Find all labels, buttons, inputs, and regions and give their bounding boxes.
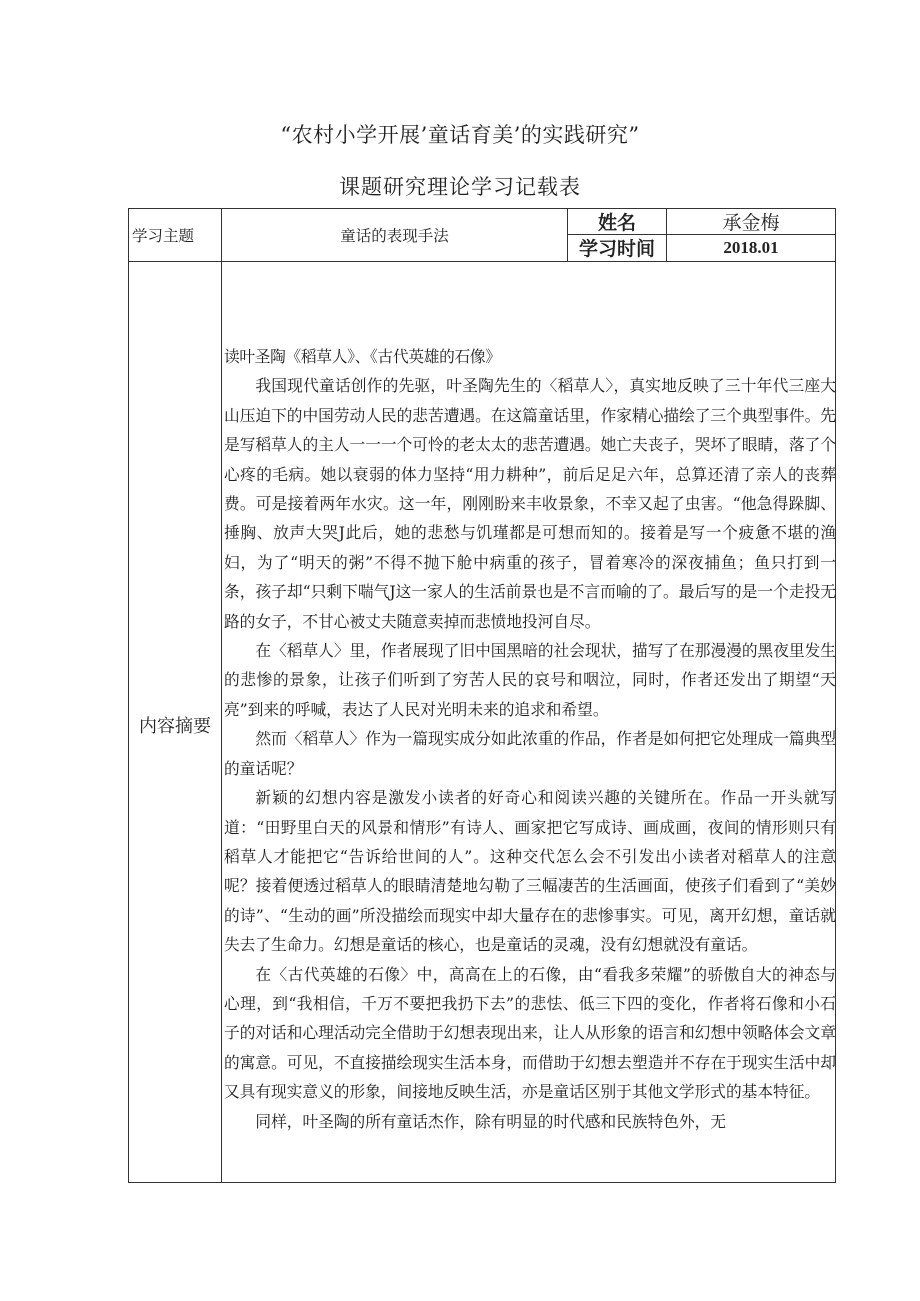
document-title: “农村小学开展’童话育美’的实践研究” bbox=[280, 123, 640, 147]
name-value: 承金梅 bbox=[722, 212, 780, 234]
table-divider-header bbox=[128, 261, 836, 262]
topic-value: 童话的表现手法 bbox=[340, 227, 449, 245]
document-subtitle: 课题研究理论学习记载表 bbox=[339, 175, 581, 199]
table-border-bottom bbox=[128, 1182, 836, 1183]
content-paragraph: 同样，叶圣陶的所有童话杰作，除有明显的时代感和民族特色外，无 bbox=[255, 1111, 727, 1131]
name-label: 姓名 bbox=[597, 212, 636, 234]
summary-content bbox=[224, 342, 836, 1136]
content-paragraph: 新颖的幻想内容是激发小读者的好奇心和阅读兴趣的关键所在。作品一开头就写道：“田野里白天的风景和情形”有诗人、画家把它写成诗、画成画，夜间的情形则只有稻草人才能把它“告诉给世间的人”。这种交代怎么会不引发出小读者对稻草人的注意呢？接着便透过稻草人的眼睛清楚地勾勒了三幅凄苦的生活画面，使孩子们看到了“美妙的诗”、“生动的画”所没描绘而现实中却大量存在的悲惨事实。可见，离开幻想，童话就失去了生命力。幻想是童话的核心，也是童话的灵魂，没有幻想就没有童话。 bbox=[224, 788, 836, 955]
content-heading: 读叶圣陶《稻草人》、《古代英雄的石像》 bbox=[224, 347, 501, 366]
table-divider-label-column bbox=[221, 208, 222, 1183]
time-label: 学习时间 bbox=[578, 238, 655, 260]
content-paragraph: 在〈稻草人〉里，作者展现了旧中国黑暗的社会现状，描写了在那漫漫的黑夜里发生的悲惨的景象，让孩子们听到了穷苦人民的哀号和咽泣，同时，作者还发出了期望“天亮”到来的呼喊，表达了人民对光明未来的追求和希望。 bbox=[224, 641, 836, 719]
content-paragraph: 然而〈稻草人〉作为一篇现实成分如此浓重的作品，作者是如何把它处理成一篇典型的童话呢？ bbox=[224, 729, 836, 778]
table-border-left bbox=[128, 208, 129, 1183]
time-value: 2018.01 bbox=[723, 238, 779, 257]
summary-label: 内容摘要 bbox=[139, 716, 211, 737]
content-paragraph: 我国现代童话创作的先驱，叶圣陶先生的〈稻草人〉，真实地反映了三十年代三座大山压迫下的中国劳动人民的悲苦遭遇。在这篇童话里，作家精心描绘了三个典型事件。先是写稻草人的主人一一一个可怜的老太太的悲苦遭遇。她亡夫丧子，哭坏了眼睛，落了个心疼的毛病。她以衰弱的体力坚持“用力耕种”，前后足足六年，总算还清了亲人的丧葬费。可是接着两年水灾。这一年，刚刚盼来丰收景象，不幸又起了虫害。“他急得跺脚、捶胸、放声大哭J此后，她的悲愁与饥瑾都是可想而知的。接着是写一个疲惫不堪的渔妇，为了“明天的粥”不得不抛下舱中病重的孩子，冒着寒冷的深夜捕鱼；鱼只打到一条，孩子却“只剩下喘气J这一家人的生活前景也是不言而喻的了。最后写的是一个走投无路的女子，不甘心被丈夫随意卖掉而悲愤地投河自尽。 bbox=[224, 376, 836, 631]
topic-label: 学习主题 bbox=[132, 227, 195, 245]
content-paragraph: 在〈古代英雄的石像〉中，高高在上的石像，由“看我多荣耀”的骄傲自大的神态与心理，到“我相信，千万不要把我扔下去”的悲怯、低三下四的变化，作者将石像和小石子的对话和心理活动完全借助于幻想表现出来，让人从形象的语言和幻想中领略体会文章的寓意。可见，不直接描绘现实生活本身，而借助于幻想去塑造并不存在于现实生活中却又具有现实意义的形象，间接地反映生活，亦是童话区别于其他文学形式的基本特征。 bbox=[224, 964, 836, 1102]
